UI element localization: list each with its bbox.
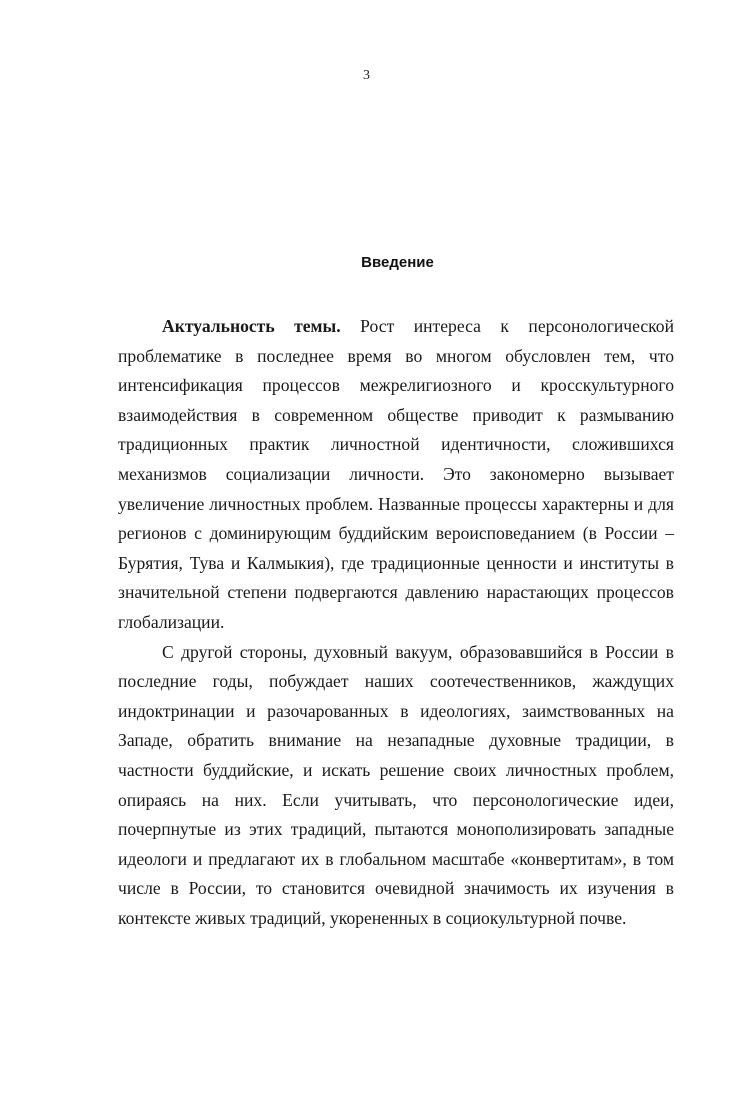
paragraph-text: Рост интереса к персонологической проблематике в последнее время во многом обусловлен тем, что интенсификация процессов межрелигиозного и кросскультурного взаимодействия в современном обществе приводит к размыванию традиционных практик личностной идентичности, сложившихся механизмов социализации личности. Это закономерно вызывает увеличение личностных проблем. Названные процессы характерны и для регионов с доминирующим буддийским вероисповеданием (в России – Бурятия, Тува и Калмыкия), где традиционные ценности и институты в значительной степени подвергаются давлению нарастающих процессов глобализации.	[118, 316, 675, 632]
paragraph-other-side	[118, 638, 674, 934]
paragraph-relevance	[118, 312, 674, 638]
body-text	[118, 312, 674, 933]
paragraph-text: С другой стороны, духовный вакуум, образовавшийся в России в последние годы, побуждает наших соотечественников, жаждущих индоктринации и разочарованных в идеологиях, заимствованных на Западе, обратить внимание на незападные духовные традиции, в частности буддийские, и искать решение своих личностных проблем, опираясь на них. Если учитывать, что персонологические идеи, почерпнутые из этих традиций, пытаются монополизировать западные идеологи и предлагают их в глобальном масштабе «конвертитам», в том числе в России, то становится очевидной значимость их изучения в контексте живых традиций, укорененных в социокультурной почве.	[118, 641, 674, 928]
section-heading: Введение	[361, 254, 434, 271]
paragraph-lead: Актуальность темы.	[162, 316, 341, 336]
page-number: 3	[363, 68, 370, 83]
